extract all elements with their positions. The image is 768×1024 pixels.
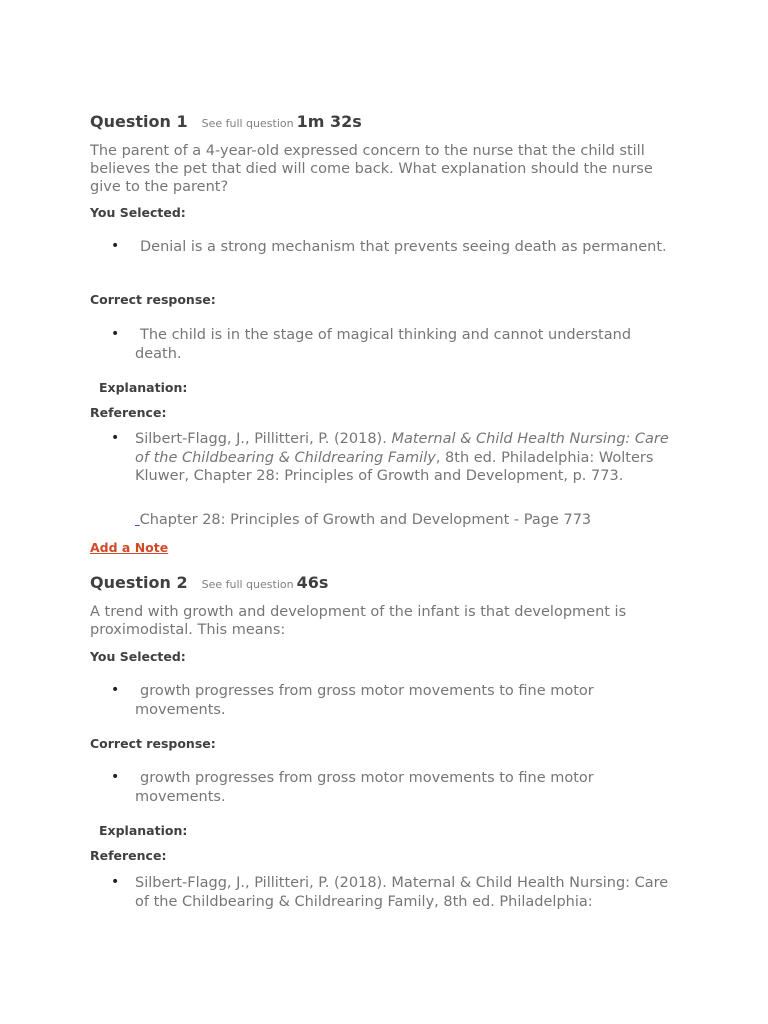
- correct-answer-text: The child is in the stage of magical thinking and cannot understand death.: [135, 327, 632, 362]
- see-full-question-link[interactable]: See full question: [201, 578, 294, 591]
- correct-answer: [135, 326, 675, 363]
- bullet: •: [111, 874, 120, 890]
- question-2-header: [90, 573, 328, 592]
- bullet: •: [111, 682, 120, 698]
- reference-label: Reference:: [90, 848, 167, 863]
- question-title: Question 2: [90, 573, 188, 592]
- reference-citation: Silbert-Flagg, J., Pillitteri, P. (2018). Maternal & Child Health Nursing: Care of the Childbearing & Childrearing Family, 8th ed. Philadelphia:: [135, 875, 669, 910]
- correct-response-label: Correct response:: [90, 292, 216, 307]
- reference-rest: , 8th ed. Philadelphia: Wolters Kluwer, Chapter 28: Principles of Growth and Development, p. 773.: [135, 449, 654, 484]
- selected-answer-text: Denial is a strong mechanism that prevents seeing death as permanent.: [140, 239, 667, 255]
- correct-answer-text: growth progresses from gross motor movements to fine motor movements.: [135, 770, 594, 805]
- bullet: •: [111, 326, 120, 342]
- question-text: A trend with growth and development of the infant is that development is proximodistal. This means:: [90, 604, 627, 638]
- add-note-link[interactable]: Add a Note: [90, 540, 169, 555]
- bullet: •: [111, 238, 120, 254]
- correct-response-label: Correct response:: [90, 736, 216, 751]
- question-text: The parent of a 4-year-old expressed concern to the nurse that the child still believes the pet that died will come back. What explanation should the nurse give to the parent?: [90, 143, 653, 195]
- chapter-link[interactable]: [135, 512, 591, 528]
- correct-answer: [135, 769, 675, 806]
- reference-label: Reference:: [90, 405, 167, 420]
- selected-answer: [135, 238, 675, 257]
- explanation-label: Explanation:: [99, 823, 188, 838]
- see-full-question-link[interactable]: See full question: [201, 117, 294, 130]
- selected-answer: [135, 682, 675, 719]
- bullet: •: [111, 430, 120, 446]
- you-selected-label: You Selected:: [90, 205, 186, 220]
- reference-book-title: Maternal & Child Health Nursing: Care of the Childbearing & Childrearing Family: [135, 431, 669, 466]
- chapter-link-text[interactable]: Chapter 28: Principles of Growth and Development - Page 773: [139, 512, 592, 528]
- question-time: 1m 32s: [296, 112, 362, 131]
- question-title: Question 1: [90, 112, 188, 131]
- you-selected-label: You Selected:: [90, 649, 186, 664]
- explanation-label: Explanation:: [99, 380, 188, 395]
- question-time: 46s: [296, 573, 329, 592]
- selected-answer-text: growth progresses from gross motor movements to fine motor movements.: [135, 683, 594, 718]
- question-1-header: [90, 112, 362, 131]
- reference-authors: Silbert-Flagg, J., Pillitteri, P. (2018).: [135, 431, 392, 447]
- bullet: •: [111, 769, 120, 785]
- reference-citation: [135, 430, 680, 486]
